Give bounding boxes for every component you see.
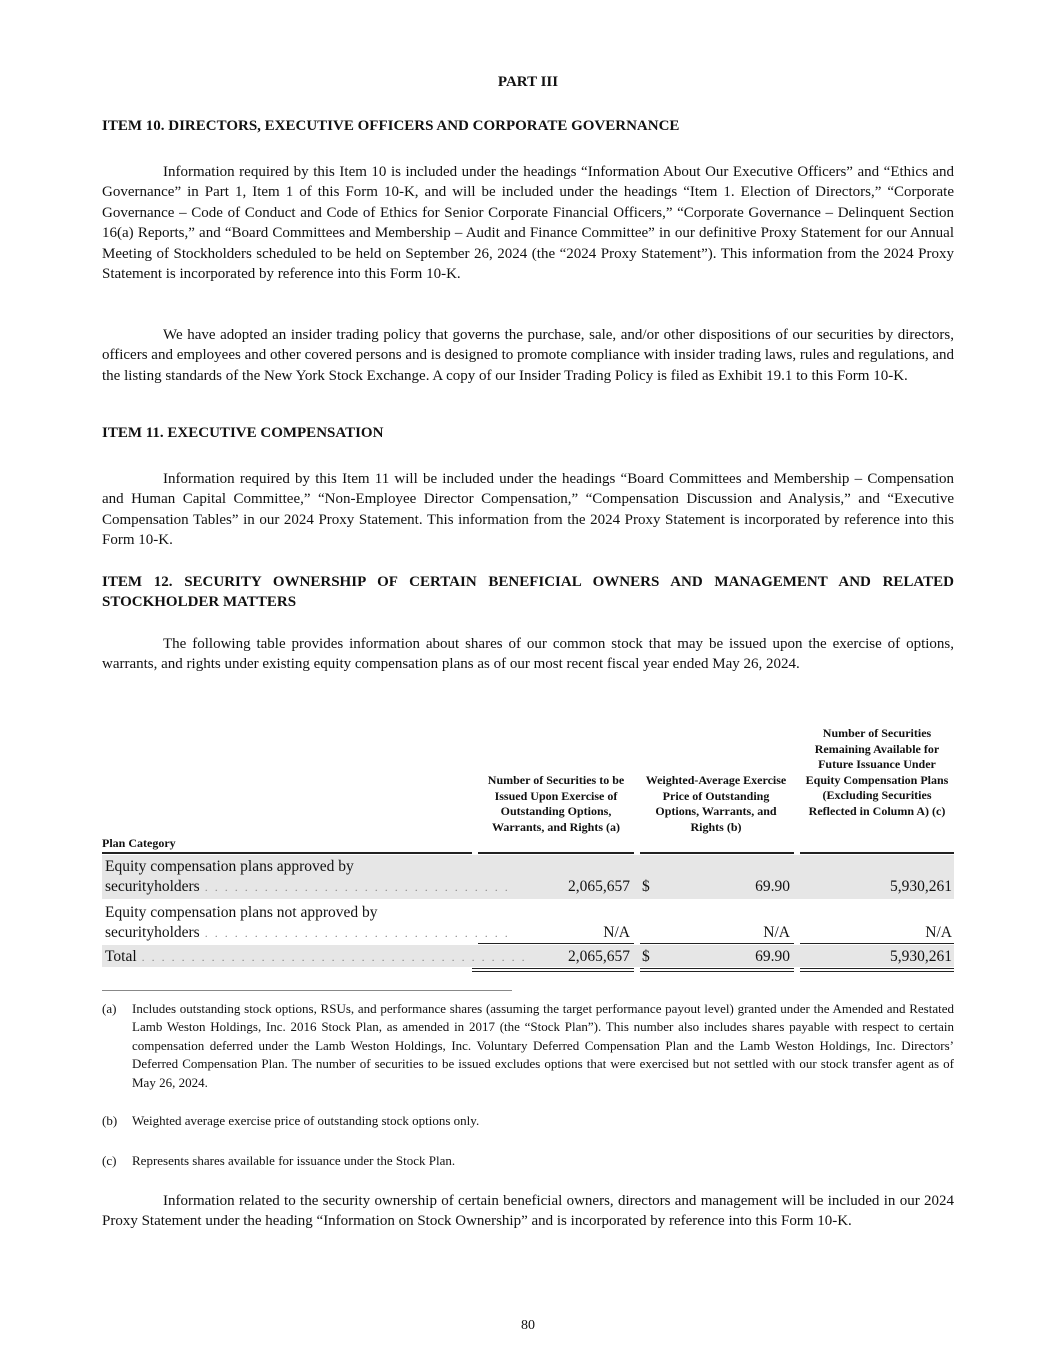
footnote-b [102,1112,954,1130]
footnote-b-text: Weighted average exercise price of outstanding stock options only. [132,1113,480,1128]
item11-paragraph-1: Information required by this Item 11 will be included under the headings “Board Committees and Membership – Compensation and Human Capital Committee,” “Non-Employee Director Compensation,” “Compensation Discussion and Analysis,” and “Executive Compensation Tables” in our 2024 Proxy Statement. This information from the 2024 Proxy Statement is incorporated by reference into this Form 10-K. [102,471,954,549]
header-rule [800,852,954,854]
row-1-label-line2: securityholders [105,878,200,895]
header-rule [102,852,472,854]
footnote-c [102,1152,954,1170]
total-currency: $ [642,948,650,965]
item12-paragraph-1: The following table provides information about shares of our common stock that may be issued upon the exercise of options, warrants, and rights under existing equity compensation plans as of our most recent fiscal year ended May 26, 2024. [102,636,954,673]
header-col-c: Number of Securities Remaining Available for Future Issuance Under Equity Compensation Plans (Excluding Securities Reflected in Column A) (c) [805,726,949,818]
footnote-a-text: Includes outstanding stock options, RSUs, and performance shares (assuming the target performance payout level) granted under the Amended and Restated Lamb Weston Holdings, Inc. 2016 Stock Plan, as amended in 2017 (the “Stock Plan”). This number also includes shares payable with respect to certain compensation deferred under the Lamb Weston Holdings, Inc. Voluntary Deferred Compensation Plan and the Lamb Weston Holdings, Inc. Directors’ Deferred Compensation Plan. The number of securities to be issued excludes options that were exercised but not settled with our stock transfer agent as of May 26, 2024. [132,1001,954,1090]
footnote-a-label: (a) [102,1001,117,1016]
footnote-c-text: Represents shares available for issuance under the Stock Plan. [132,1153,456,1168]
item12-heading: ITEM 12. SECURITY OWNERSHIP OF CERTAIN BENEFICIAL OWNERS AND MANAGEMENT AND RELATED STOCKHOLDER MATTERS [102,574,954,610]
header-col-a: Number of Securities to be Issued Upon Exercise of Outstanding Options, Warrants, and Rights (a) [487,773,625,834]
total-double-rule [800,968,954,972]
part-title: PART III [497,74,559,90]
dot-leader: . . . . . . . . . . . . . . . . . . . . . . . . . . . . . . . . . . . . . . . [136,950,527,964]
footnote-a [102,1000,954,1092]
dot-leader: . . . . . . . . . . . . . . . . . . . . . . . . . . . . . . . [199,926,510,940]
row-2-col-a: N/A [603,924,630,941]
total-double-rule [640,968,794,972]
header-plan-category: Plan Category [102,836,176,850]
subtotal-rule [800,943,954,944]
row-1-label-line1: Equity compensation plans approved by [105,858,354,875]
header-rule [640,852,794,854]
total-col-a: 2,065,657 [568,948,630,965]
row-1-col-b: 69.90 [755,878,790,895]
row-1-col-c: 5,930,261 [890,878,952,895]
total-col-b: 69.90 [755,948,790,965]
total-label: Total [105,948,137,965]
header-rule [478,852,634,854]
item11-heading: ITEM 11. EXECUTIVE COMPENSATION [102,425,384,441]
page-number: 80 [521,1318,535,1333]
footnote-c-label: (c) [102,1153,117,1168]
footnote-b-label: (b) [102,1113,118,1128]
header-col-b: Weighted-Average Exercise Price of Outstanding Options, Warrants, and Rights (b) [645,773,787,834]
item10-paragraph-2: We have adopted an insider trading policy that governs the purchase, sale, and/or other dispositions of our securities by directors, officers and employees and other covered persons and is designed to promote compliance with insider trading laws, rules and regulations, and the listing standards of the New York Stock Exchange. A copy of our Insider Trading Policy is filed as Exhibit 19.1 to this Form 10-K. [102,327,954,384]
subtotal-rule [478,943,634,944]
row-1-currency: $ [642,878,650,895]
total-col-c: 5,930,261 [890,948,952,965]
total-double-rule [472,968,634,972]
row-2-label-line1: Equity compensation plans not approved by [105,904,378,921]
row-1-col-a: 2,065,657 [568,878,630,895]
footnote-rule [102,990,512,991]
row-2-label-line2: securityholders [105,924,200,941]
item12-closing-paragraph: Information related to the security ownership of certain beneficial owners, directors and management will be included in our 2024 Proxy Statement under the heading “Information on Stock Ownership” and is incorporated by reference into this Form 10-K. [102,1193,954,1230]
item10-paragraph-1: Information required by this Item 10 is included under the headings “Information About Our Executive Officers” and “Ethics and Governance” in Part 1, Item 1 of this Form 10-K, and will be included under the headings “Item 1. Election of Directors,” “Corporate Governance – Code of Conduct and Code of Ethics for Senior Corporate Financial Officers,” “Corporate Governance – Delinquent Section 16(a) Reports,” and “Board Committees and Membership – Audit and Finance Committee” in our definitive Proxy Statement for our Annual Meeting of Stockholders scheduled to be held on September 26, 2024 (the “2024 Proxy Statement”). This information from the 2024 Proxy Statement is incorporated by reference into this Form 10-K. [102,164,954,283]
subtotal-rule [640,943,794,944]
row-2-col-c: N/A [925,924,952,941]
item10-heading: ITEM 10. DIRECTORS, EXECUTIVE OFFICERS AND CORPORATE GOVERNANCE [102,118,680,134]
row-2-col-b: N/A [763,924,790,941]
dot-leader: . . . . . . . . . . . . . . . . . . . . . . . . . . . . . . . [199,880,510,894]
